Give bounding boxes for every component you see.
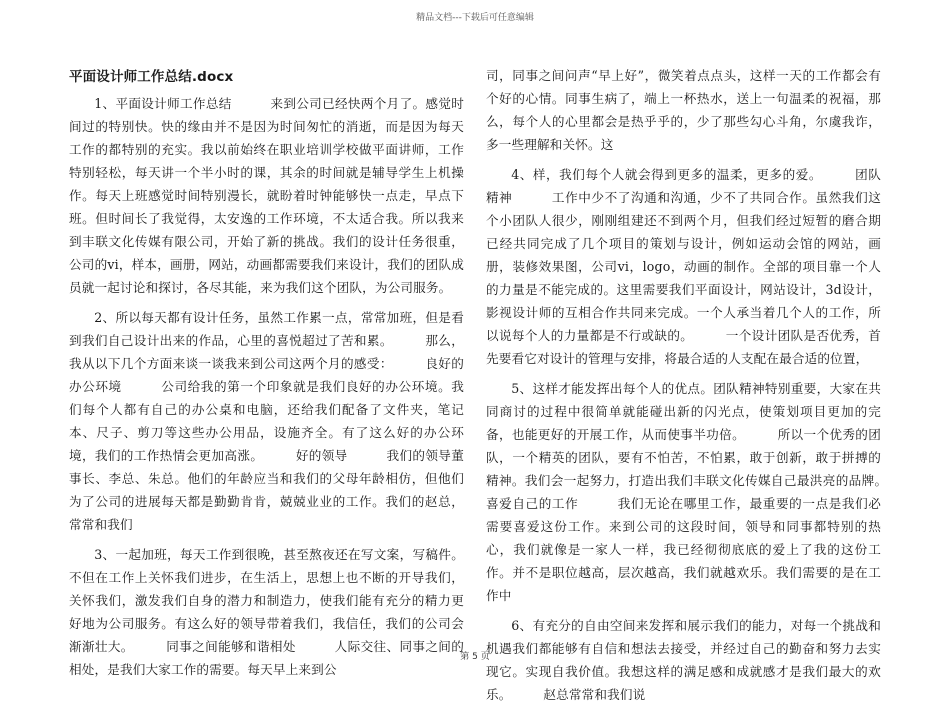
paragraph-3: 3、一起加班，每天工作到很晚，甚至熬夜还在写文案，写稿件。不但在工作上关怀我们进步，在生活上，思想上也不断的开导我们，关怀我们，激发我们自身的潜力和制造力，使我们能有充分的精力更好地为公司服务。有这么好的领导带着我们，我信任，我们的公司会渐渐壮大。 同事之间能够和谐相处 人际交往、同事之间的相处，是我们大家工作的需要。每天早上来到公 bbox=[69, 547, 464, 677]
page-header: 精品文档---下载后可任意编辑 bbox=[416, 13, 534, 23]
paragraph-3-continuation: 司，同事之间问声“早上好”，微笑着点点头，这样一天的工作都会有个好的心情。同事生病了，端上一杯热水，送上一句温柔的祝福，那么，每个人的心里都会是热乎乎的，少了那些勾心斗角，尔虞我诈，多一些理解和关怀。这 bbox=[486, 68, 881, 152]
paragraph-4: 4、样，我们每个人就会得到更多的温柔，更多的爱。 团队精神 工作中少不了沟通和沟通，少不了共同合作。虽然我们这个小团队人很少，刚刚组建还不到两个月，但我们经过短暂的磨合期已经共同完成了几个项目的策划与设计，例如运动会馆的网站，画册，装修效果图，公司vi，logo，动画的制作。全部的项目靠一个人的力量是不能完成的。这里需要我们平面设计，网站设计，3d设计，影视设计师的互相合作共同来完成。一个人承当着几个人的工作，所以说每个人的力量都是不行或缺的。 一个设计团队是否优秀，首先要看它对设计的管理与安排，将最合适的人支配在最合适的位置， bbox=[486, 167, 881, 366]
document-title: 平面设计师工作总结.docx bbox=[69, 69, 234, 85]
paragraph-5: 5、这样才能发挥出每个人的优点。团队精神特别重要，大家在共同商讨的过程中很简单就能碰出新的闪光点，使策划项目更加的完备，也能更好的开展工作，从而使事半功倍。 所以一个优秀的团队，一个精英的团队，要有不怕苦，不怕累，敢于创新，敢于拼搏的精神。我们会一起努力，打造出我们丰联文化传媒自己最洪亮的品牌。 喜爱自己的工作 我们无论在哪里工作，最重要的一点是我们必需要喜爱这份工作。来到公司的这段时间，领导和同事都特别的热心，我们就像是一家人一样，我已经彻彻底底的爱上了我的这份工作。并不是职位越高，层次越高，我们就越欢乐。我们需要的是在工作中 bbox=[486, 381, 920, 603]
paragraph-6: 6、有充分的自由空间来发挥和展示我们的能力，对每一个挑战和机遇我们都能够有自信和想法去接受，并经过自己的勤奋和努力去实现它。实现自我价值。我想这样的满足感和成就感才是我们最大的欢乐。 赵总常常和我们说 bbox=[486, 618, 881, 702]
right-column bbox=[486, 64, 920, 713]
paragraph-2: 2、所以每天都有设计任务，虽然工作累一点，常常加班，但是看到我们自己设计出来的作品，心里的喜悦超过了苦和累。 那么，我从以下几个方面来谈一谈我来到公司这两个月的感受： 良好的办公环境 公司给我的第一个印象就是我们良好的办公环境。我们每个人都有自己的办公桌和电脑，还给我们配备了文件夹，笔记本、尺子、剪刀等这些办公用品，设施齐全。有了这么好的办公环境，我们的工作热情会更加高涨。 好的领导 我们的领导董事长、李总、朱总。他们的年龄应当和我们的父母年龄相仿，但他们为了公司的进展每天都是勤勤肯肯，兢兢业业的工作。我们的赵总，常常和我们 bbox=[69, 310, 464, 532]
page-number: 第 5 页 bbox=[460, 652, 490, 662]
paragraph-1: 1、平面设计师工作总结 来到公司已经快两个月了。感觉时间过的特别快。快的缘由并不是因为时间匆忙的消逝，而是因为每天工作的都特别的充实。我以前始终在职业培训学校做平面讲师，工作特别轻松，每天讲一个半小时的课，其余的时间就是辅导学生上机操作。每天上班感觉时间特别漫长，就盼着时钟能够快一点走，早点下班。但时间长了我觉得，太安逸的工作环境，不太适合我。所以我来到丰联文化传媒有限公司，开始了新的挑战。我们的设计任务很重，公司的vi，样本，画册，网站，动画都需要我们来设计，我们的团队成员就一起讨论和探讨，各尽其能，来为我们这个团队，为公司服务。 bbox=[69, 96, 464, 295]
left-column bbox=[69, 64, 464, 688]
